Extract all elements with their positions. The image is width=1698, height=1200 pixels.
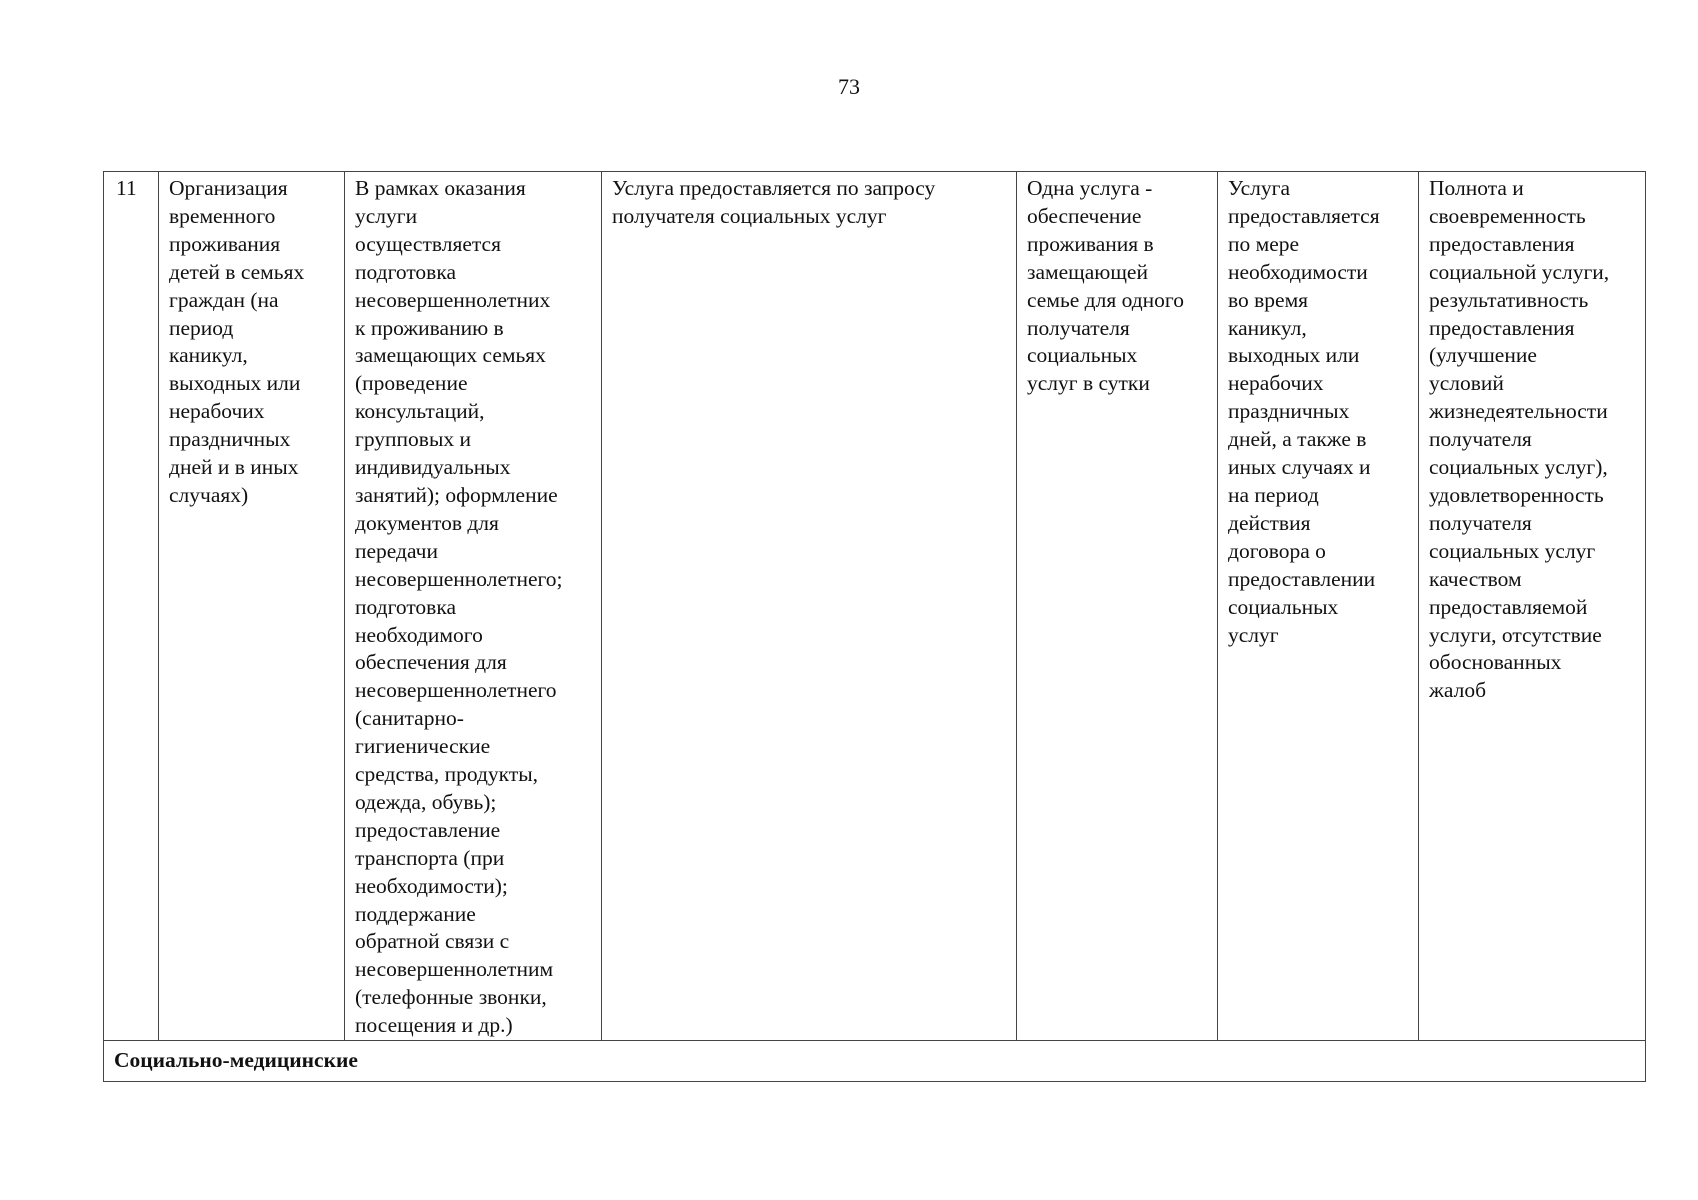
service-description-cell: В рамках оказания услуги осуществляется подготовка несовершеннолетних к проживанию в замещающих семьях (проведение консультаций, групповых и индивидуальных занятий); оформление документов для передачи несовершеннолетнего; подготовка необходимого обеспечения для несовершеннолетнего (санитарно- гигиенические средства, продукты, одежда, обувь); предоставление транспорта (при необходимости); поддержание обратной связи с несовершеннолетним (телефонные звонки, посещения и др.) <box>345 172 602 1041</box>
service-unit-cell: Одна услуга - обеспечение проживания в замещающей семье для одного получателя социальных услуг в сутки <box>1017 172 1218 1041</box>
service-conditions-cell: Услуга предоставляется по запросу получателя социальных услуг <box>602 172 1017 1041</box>
services-table <box>103 171 1646 1082</box>
page-number: 73 <box>838 74 860 99</box>
service-name-cell: Организация временного проживания детей в семьях граждан (на период каникул, выходных или нерабочих праздничных дней и в иных случаях) <box>159 172 345 1041</box>
service-timing-cell: Услуга предоставляется по мере необходимости во время каникул, выходных или нерабочих праздничных дней, а также в иных случаях и на период действия договора о предоставлении социальных услуг <box>1218 172 1419 1041</box>
row-number-cell: 11 <box>104 172 159 1041</box>
section-heading-row <box>104 1041 1646 1082</box>
table-row <box>104 172 1646 1041</box>
service-quality-cell: Полнота и своевременность предоставления социальной услуги, результативность предоставления (улучшение условий жизнедеятельности получателя социальных услуг), удовлетворенность получателя социальных услуг качеством предоставляемой услуги, отсутствие обоснованных жалоб <box>1419 172 1646 1041</box>
section-heading: Социально-медицинские <box>104 1041 1646 1082</box>
